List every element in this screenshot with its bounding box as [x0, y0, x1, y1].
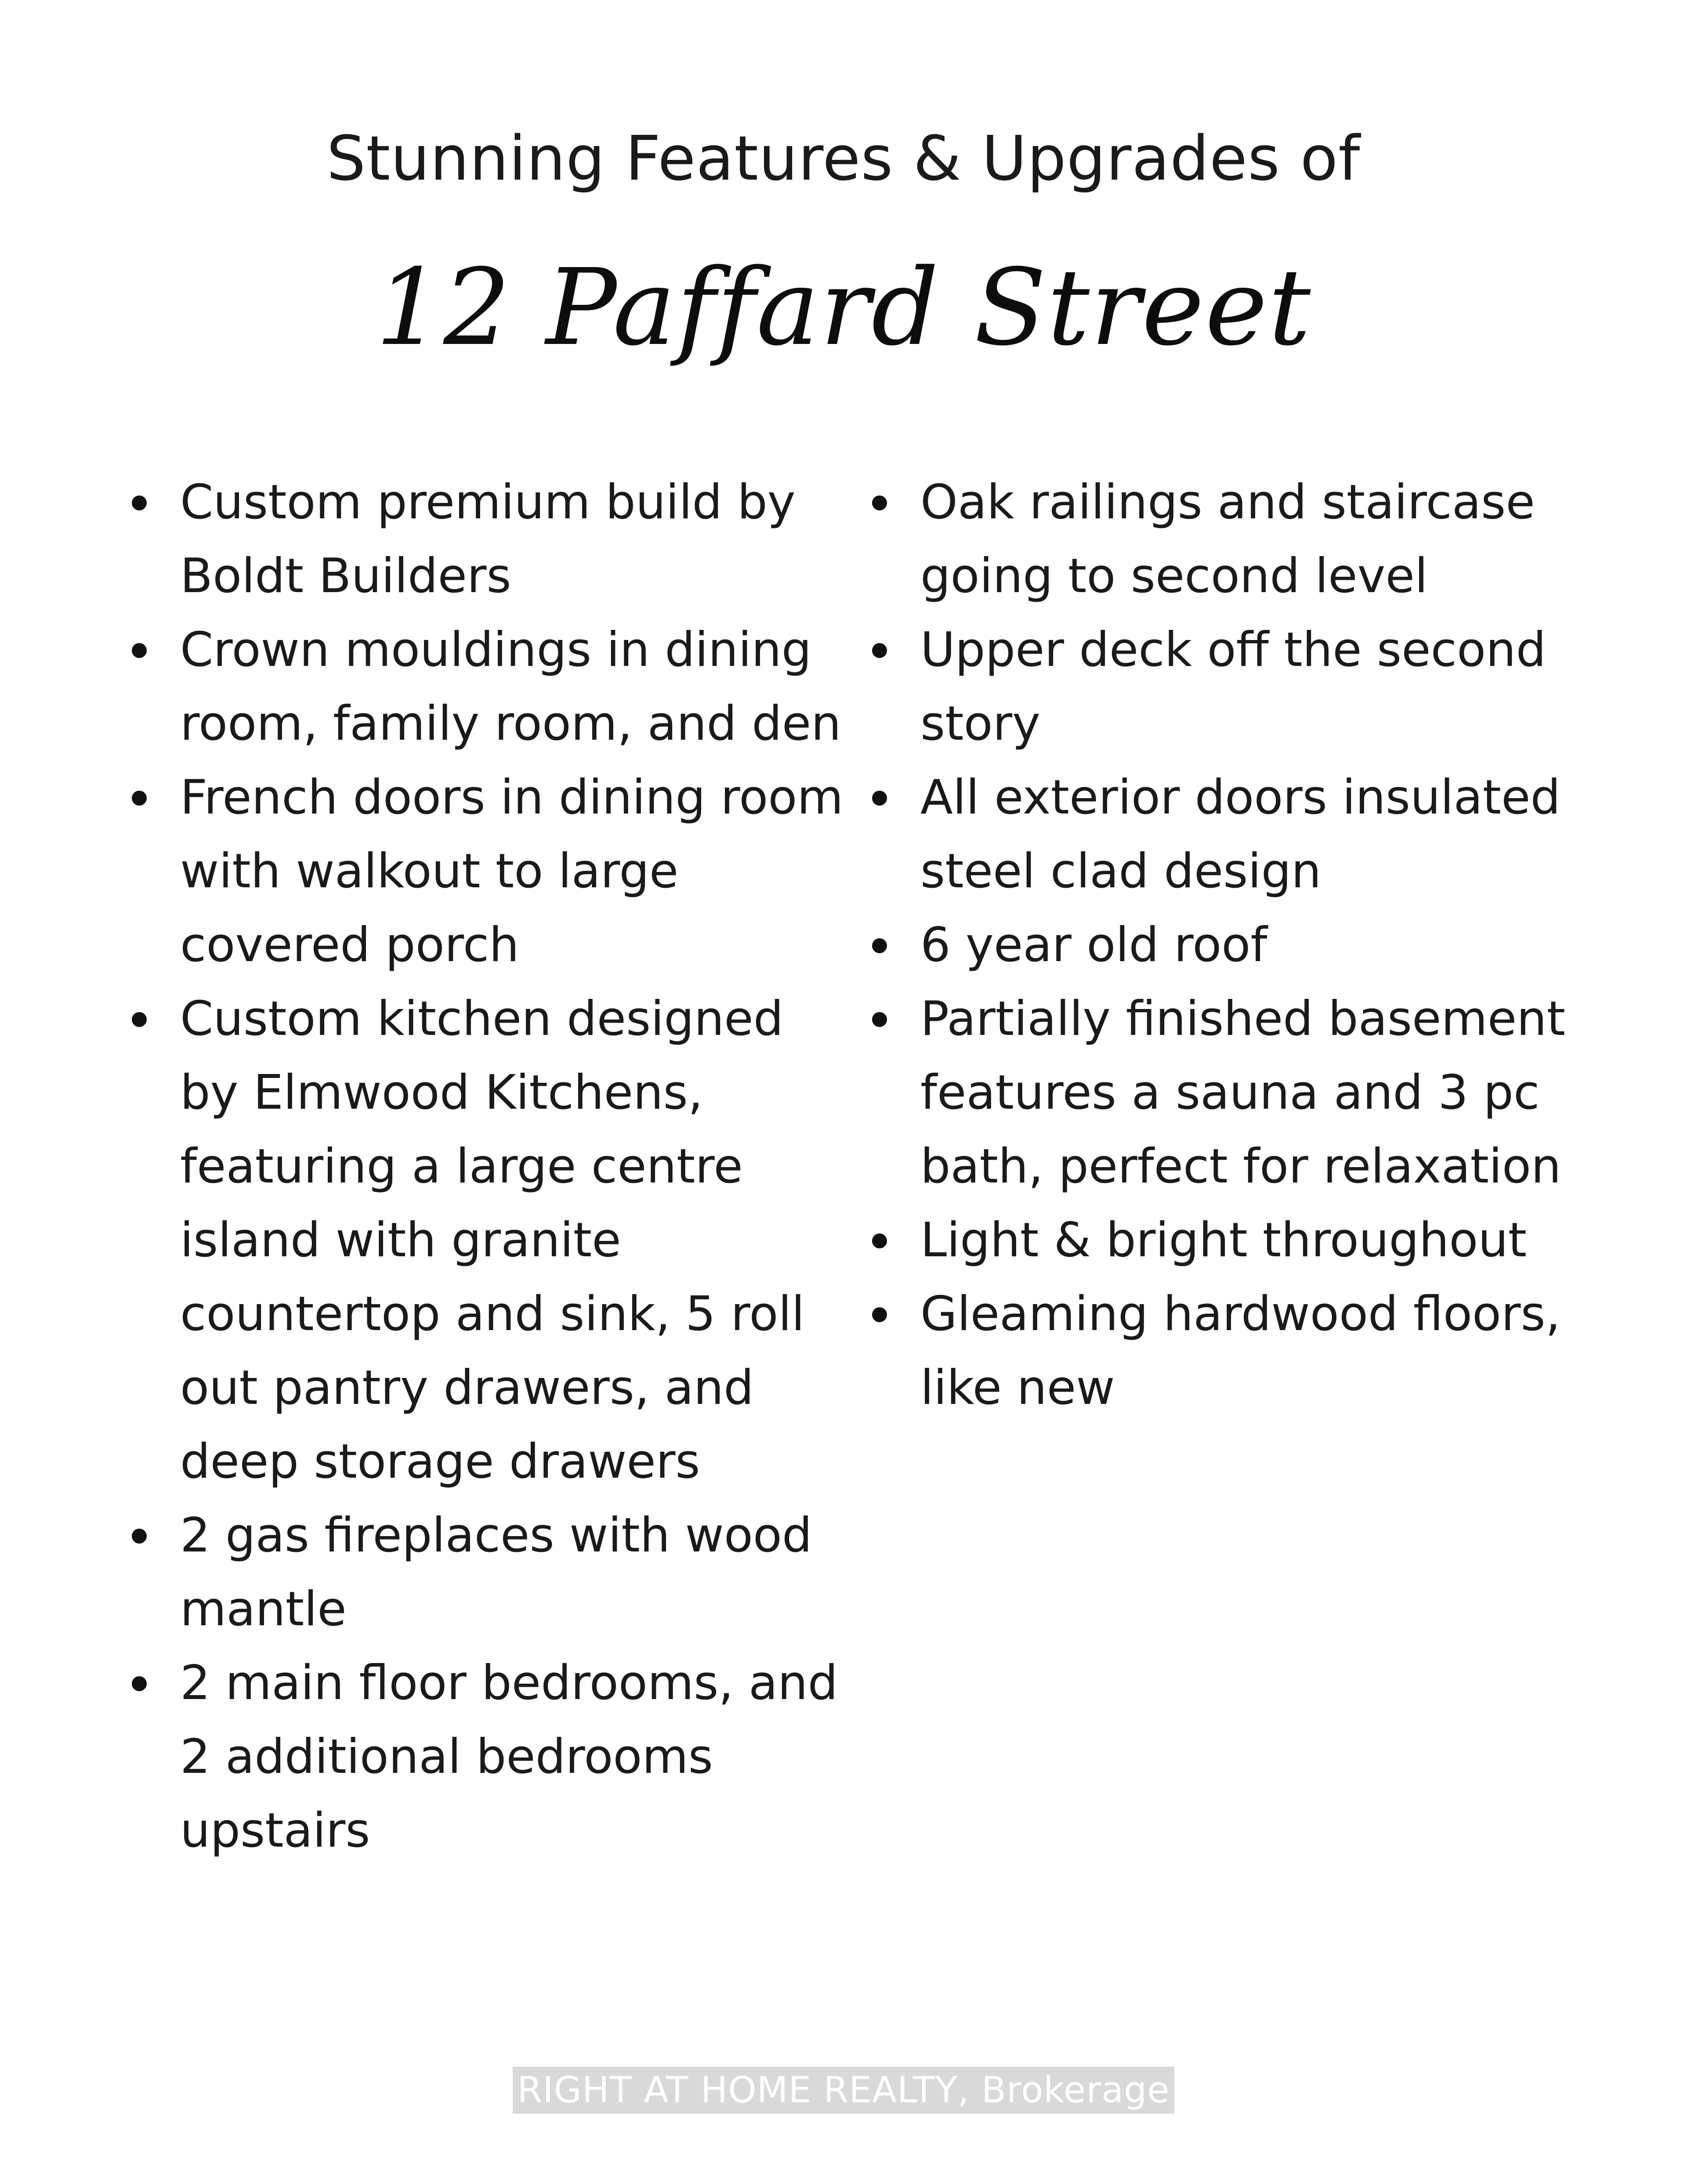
features-list-right	[868, 466, 1579, 1425]
list-item: Crown mouldings in dining room, family room, and den	[127, 613, 857, 761]
brokerage-watermark	[0, 2067, 1687, 2114]
list-item: Oak railings and staircase going to second level	[868, 466, 1579, 613]
list-item: Gleaming hardwood floors, like new	[868, 1277, 1579, 1425]
list-item: 2 gas fireplaces with wood mantle	[127, 1499, 857, 1646]
list-item: Light & bright throughout	[868, 1204, 1579, 1277]
list-item: Custom premium build by Boldt Builders	[127, 466, 857, 613]
property-address-title: 12 Paffard Street	[375, 246, 1312, 369]
watermark-text: RIGHT AT HOME REALTY, Brokerage	[513, 2067, 1174, 2114]
list-item: Custom kitchen designed by Elmwood Kitchens, featuring a large centre island with granite countertop and sink, 5 roll out pantry drawers, and deep storage drawers	[127, 982, 857, 1499]
features-list-left	[127, 466, 857, 1868]
list-item: Upper deck off the second story	[868, 613, 1579, 761]
list-item: French doors in dining room with walkout to large covered porch	[127, 761, 857, 982]
list-item: Partially finished basement features a sauna and 3 pc bath, perfect for relaxation	[868, 982, 1579, 1204]
list-item: 2 main floor bedrooms, and 2 additional bedrooms upstairs	[127, 1646, 857, 1868]
list-item: All exterior doors insulated steel clad design	[868, 761, 1579, 908]
list-item: 6 year old roof	[868, 908, 1579, 982]
page-subtitle: Stunning Features & Upgrades of	[326, 123, 1361, 195]
